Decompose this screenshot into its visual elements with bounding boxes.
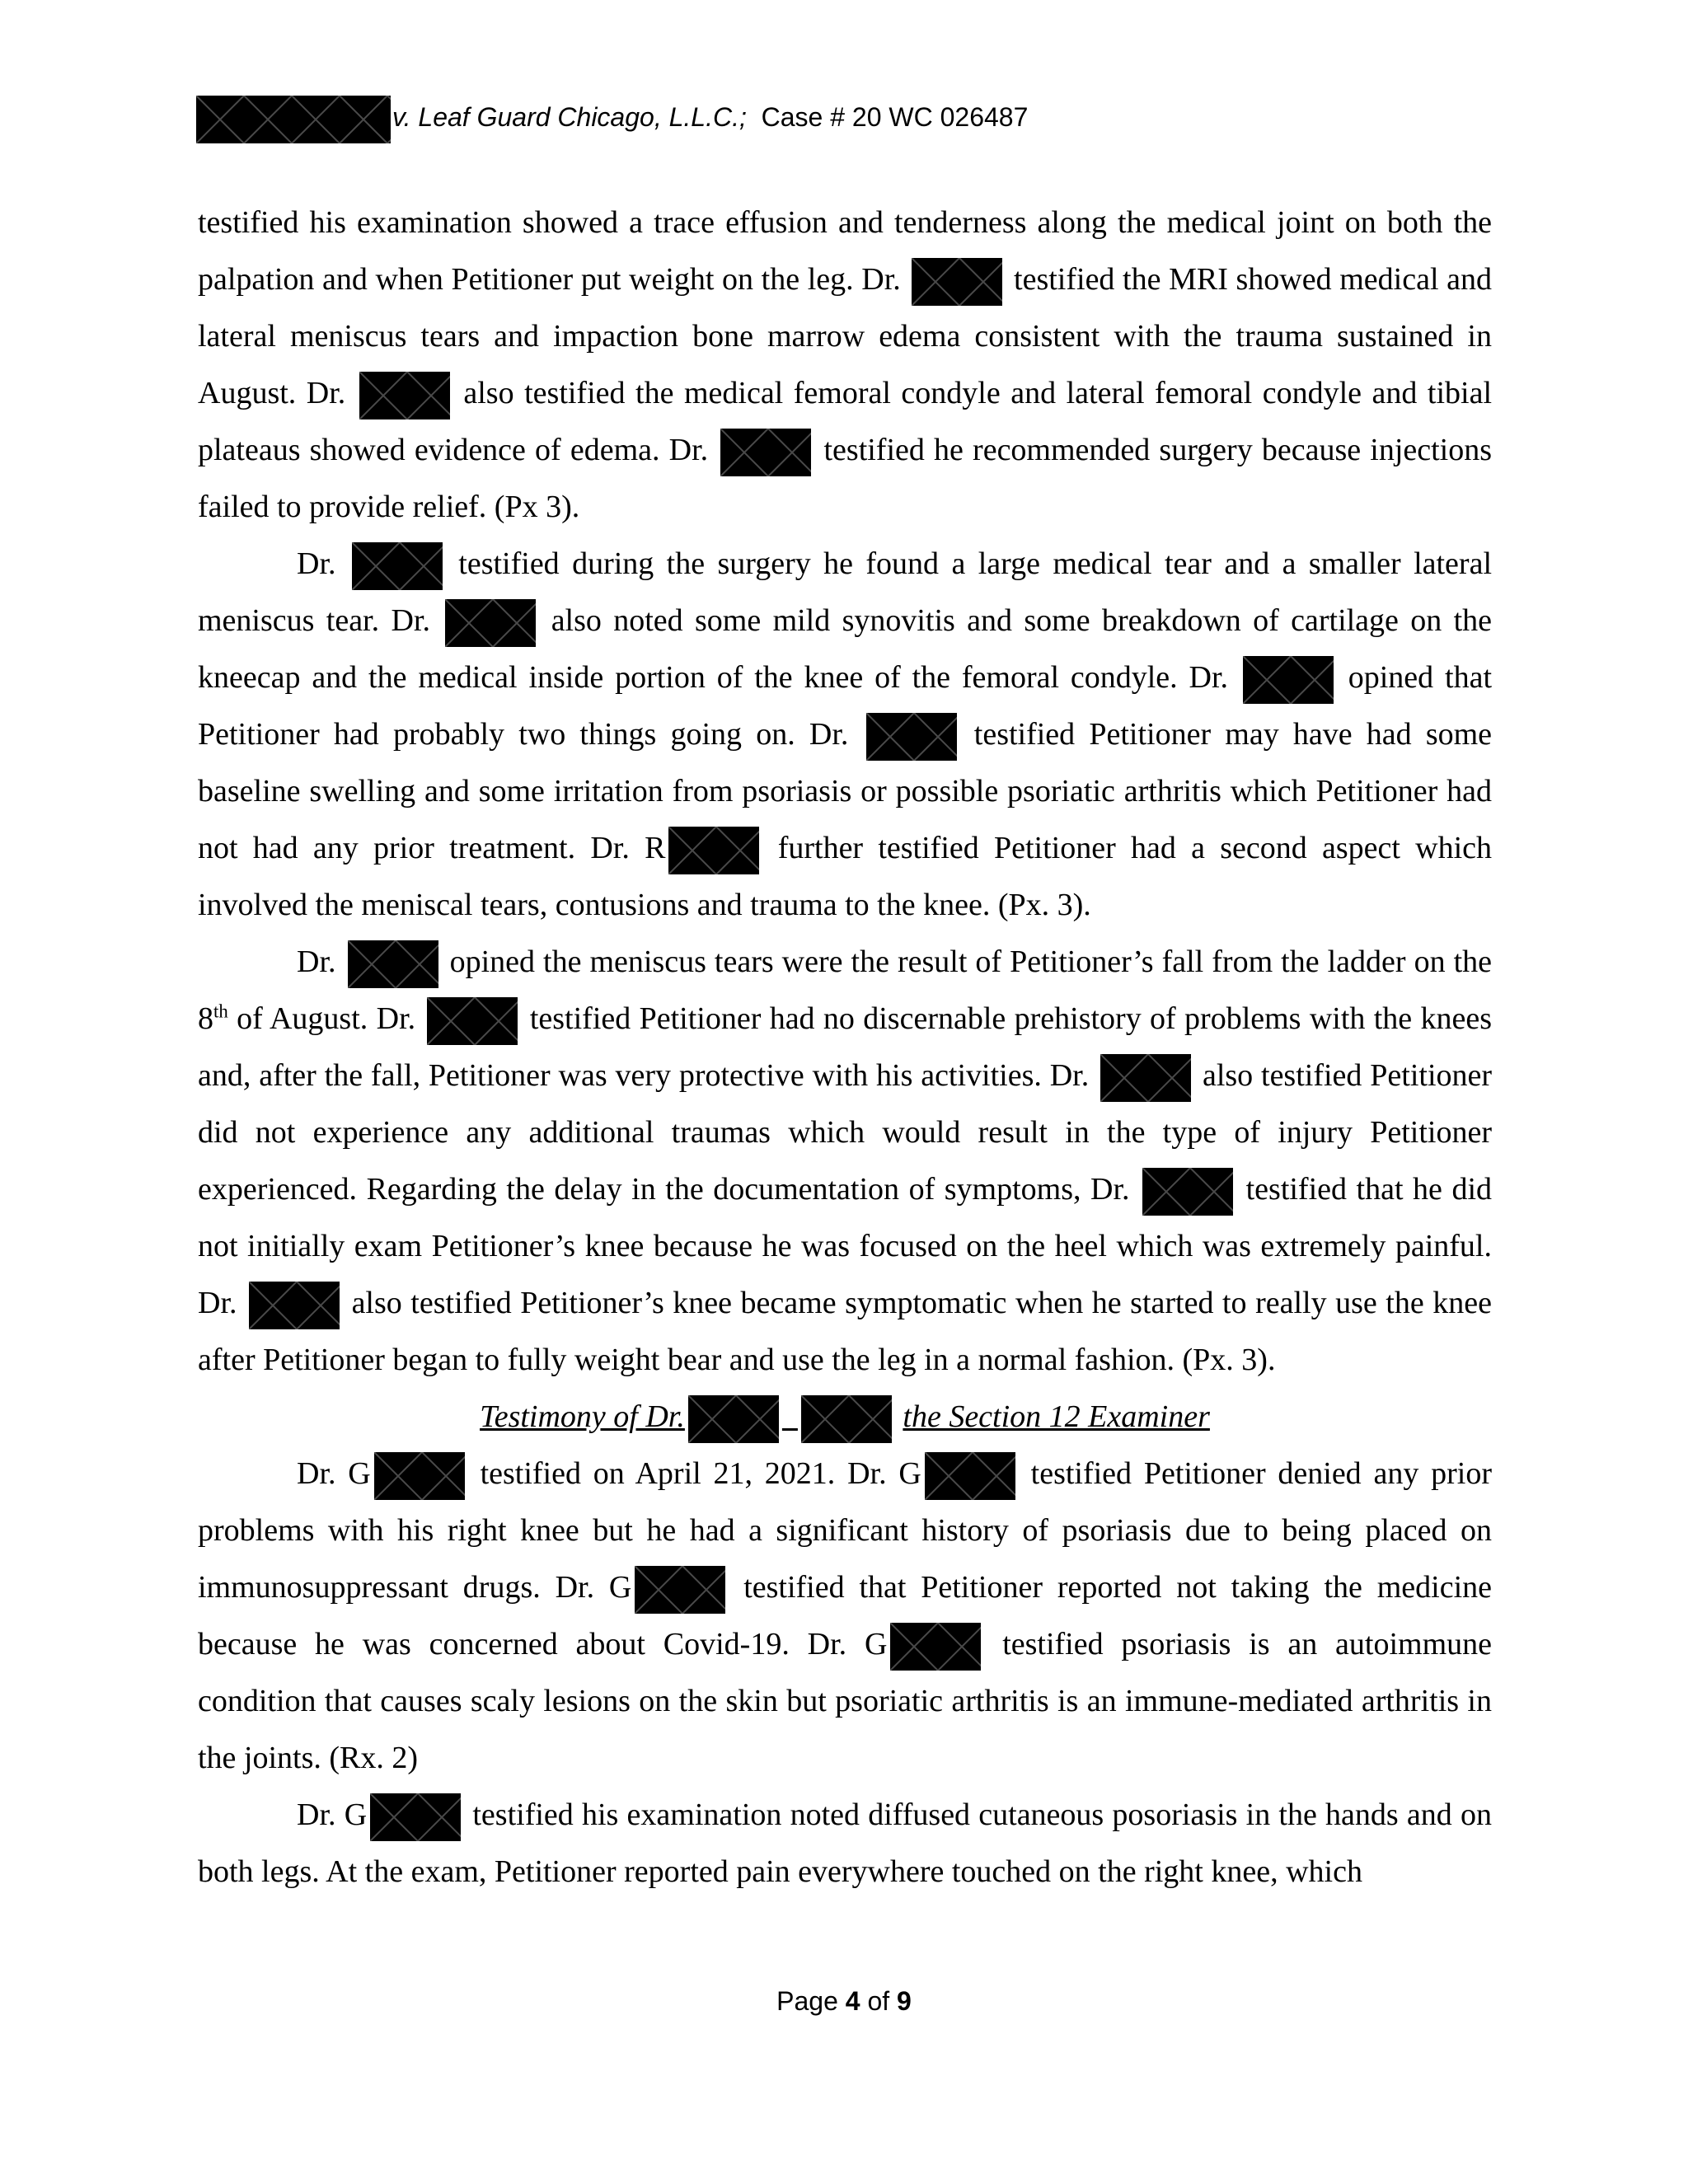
subheading-text: the Section 12 Examiner — [903, 1399, 1210, 1434]
paragraph-text: testified that he did not initially exam Petitioner’s knee because he was focused on the heel which was extremely painful. Dr. — [198, 1172, 1493, 1320]
redaction-box — [196, 96, 391, 143]
total-pages: 9 — [897, 1986, 912, 2016]
paragraph-text: testified during the surgery he found a large medical tear and a smaller lateral meniscus tear. Dr. — [198, 546, 1493, 638]
paragraph-text: testified Petitioner had no discernable prehistory of problems with the knees and, after the fall, Petitioner was very protective with his activities. Dr. — [198, 1001, 1493, 1093]
paragraph-text: Dr. G — [297, 1797, 368, 1832]
paragraph-text: of August. Dr. — [227, 1001, 416, 1036]
paragraph — [198, 1446, 1492, 1787]
document-body — [198, 194, 1492, 1900]
redaction-box — [720, 429, 811, 476]
paragraph-text: Dr. G — [297, 1456, 371, 1491]
paragraph-text: testified he recommended surgery because injections failed to provide relief. (Px 3). — [198, 433, 1493, 524]
paragraph-text: also noted some mild synovitis and some breakdown of cartilage on the kneecap and the medical inside portion of the knee of the femoral condyle. Dr. — [198, 603, 1493, 695]
paragraph-text: testified psoriasis is an autoimmune condition that causes scaly lesions on the skin but psoriatic arthritis is an immune-mediated arthritis in the joints. (Rx. 2) — [198, 1627, 1492, 1775]
paragraph-text: Dr. — [297, 546, 336, 581]
subheading-text: Testimony of Dr. — [480, 1399, 685, 1434]
paragraph-text: also testified Petitioner’s knee became symptomatic when he started to really use the knee after Petitioner began to fully weight bear and use the leg in a normal fashion. (Px. 3). — [198, 1286, 1492, 1377]
redaction-box — [925, 1452, 1015, 1500]
paragraph — [198, 536, 1492, 934]
paragraph-text: testified his examination noted diffused cutaneous posoriasis in the hands and on both legs. At the exam, Petitioner reported pain everywhere touched on the right knee, which — [198, 1797, 1492, 1889]
paragraph-text: further testified Petitioner had a second aspect which involved the meniscal tears, contusions and trauma to the knee. (Px. 3). — [198, 831, 1493, 922]
redaction-box — [801, 1395, 892, 1443]
redaction-box — [249, 1282, 340, 1329]
paragraph-text: opined that Petitioner had probably two things going on. Dr. — [198, 660, 1493, 752]
redaction-box — [374, 1452, 465, 1500]
page-number: 4 — [845, 1986, 860, 2016]
redaction-box — [668, 827, 759, 874]
of-label: of — [867, 1986, 890, 2016]
page-label: Page — [776, 1986, 838, 2016]
paragraph-text: testified the MRI showed medical and lateral meniscus tears and impaction bone marrow edema consistent with the trauma sustained in August. Dr. — [198, 262, 1492, 410]
redaction-box — [890, 1623, 981, 1671]
redaction-box — [1243, 656, 1334, 704]
paragraph — [198, 934, 1492, 1389]
redaction-box — [348, 940, 438, 988]
paragraph-text: testified his examination showed a trace effusion and tenderness along the medical joint on both the palpation and when Petitioner put weight on the leg. Dr. — [198, 205, 1492, 297]
section-subheading — [198, 1389, 1492, 1446]
redaction-box — [352, 542, 443, 590]
redaction-box — [635, 1566, 725, 1614]
redaction-box — [1142, 1168, 1233, 1216]
redaction-box — [688, 1395, 779, 1443]
paragraph-text: testified that Petitioner reported not taking the medicine because he was concerned about Covid-19. Dr. G — [198, 1570, 1492, 1661]
case-number: Case # 20 WC 026487 — [761, 102, 1029, 132]
paragraph-text: testified Petitioner denied any prior problems with his right knee but he had a significant history of psoriasis due to being placed on immunosuppressant drugs. Dr. G — [198, 1456, 1493, 1605]
paragraph-text: also testified Petitioner did not experience any additional traumas which would result in the type of injury Petitioner experienced. Regarding the delay in the documentation of symptoms, Dr. — [198, 1058, 1493, 1207]
redaction-box — [370, 1793, 461, 1841]
page-footer — [0, 1986, 1688, 2017]
redaction-box — [912, 258, 1002, 306]
paragraph-text: Dr. — [297, 944, 336, 979]
ordinal-suffix: th — [213, 1001, 228, 1022]
paragraph — [198, 1787, 1492, 1900]
redaction-box — [445, 599, 536, 647]
redaction-box — [427, 997, 518, 1045]
paragraph — [198, 194, 1492, 536]
paragraph-text: testified on April 21, 2021. Dr. G — [480, 1456, 921, 1491]
page-header — [196, 92, 1028, 142]
paragraph-text: testified Petitioner may have had some baseline swelling and some irritation from psoriasis or possible psoriatic arthritis which Petitioner had not had any prior treatment. Dr. R — [198, 717, 1493, 865]
redaction-box — [1100, 1054, 1191, 1102]
redaction-box — [359, 372, 450, 419]
paragraph-text: opined the meniscus tears were the result of Petitioner’s fall from the ladder on the 8 — [198, 944, 1493, 1036]
redaction-box — [866, 713, 957, 761]
case-title: v. Leaf Guard Chicago, L.L.C.; — [392, 102, 747, 132]
paragraph-text: also testified the medical femoral condyle and lateral femoral condyle and tibial plateaus showed evidence of edema. Dr. — [198, 376, 1493, 467]
